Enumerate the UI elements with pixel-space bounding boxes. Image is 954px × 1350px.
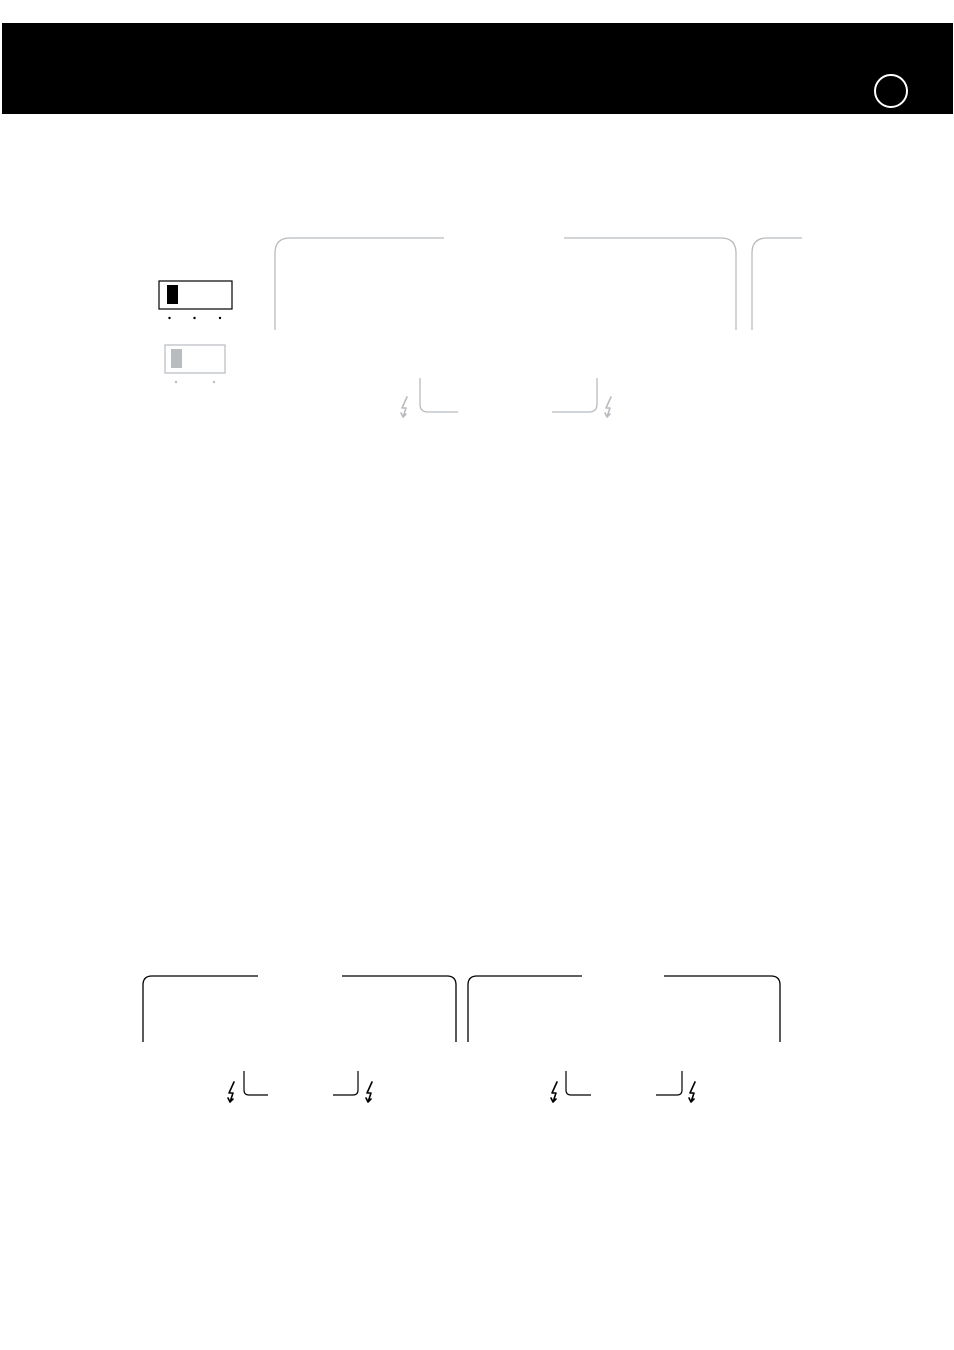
top-panel xyxy=(159,238,810,417)
top-bolt-icon xyxy=(401,397,407,417)
bridging-switch-knob[interactable] xyxy=(171,349,182,368)
bottom-bolt-icon xyxy=(689,1082,695,1102)
bottom-bolt-icon xyxy=(366,1082,372,1102)
bottom-bolt-icon xyxy=(228,1082,234,1102)
hpf-switch-knob[interactable] xyxy=(167,285,178,304)
bottom-pair-b xyxy=(468,976,780,1102)
bottom-bolt-icon xyxy=(551,1082,557,1102)
bottom-panel xyxy=(143,976,780,1102)
top-bolt-icon xyxy=(605,397,611,417)
bottom-pair-a xyxy=(143,976,456,1102)
